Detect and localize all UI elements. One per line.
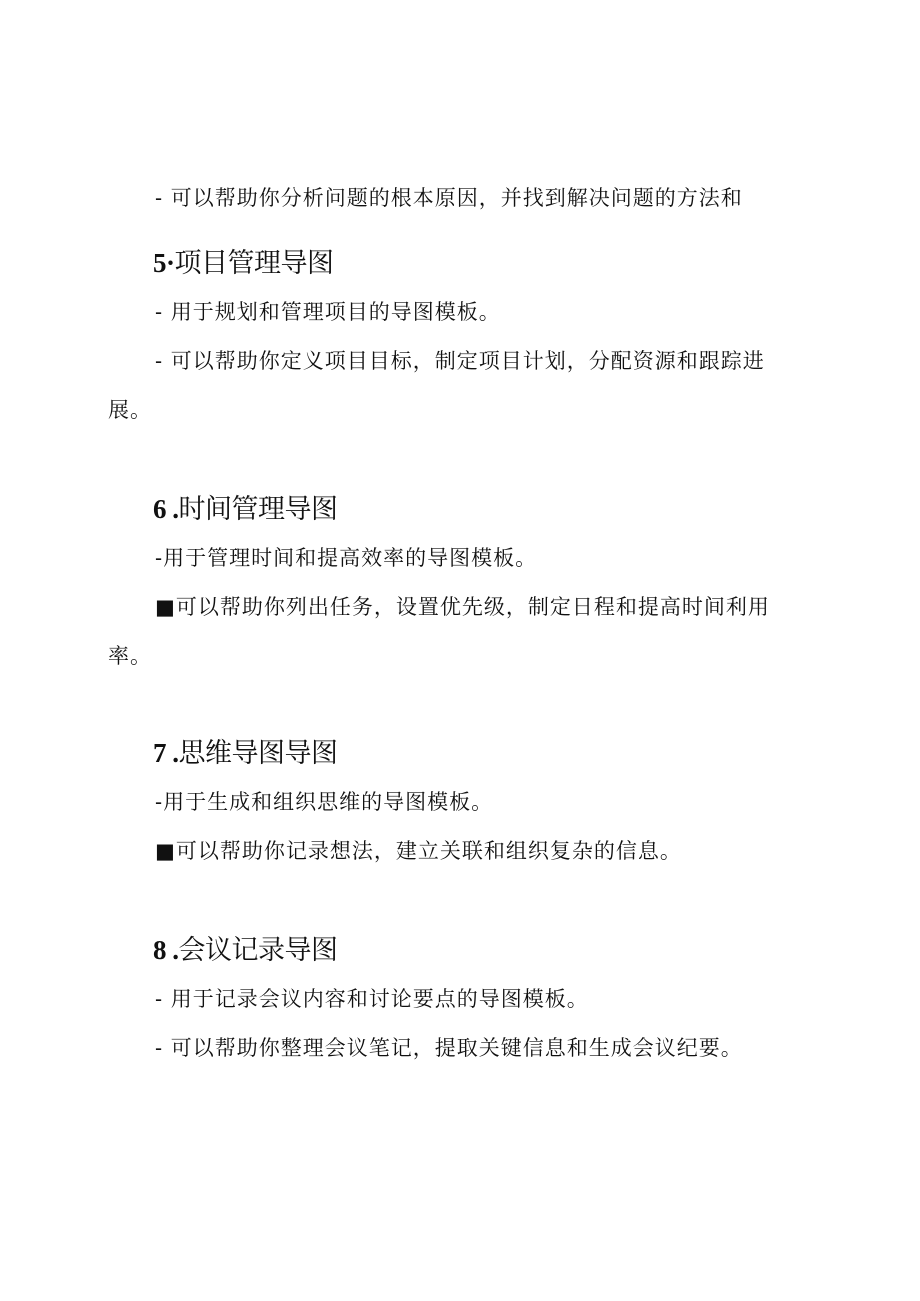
section-item-line-wrap: 展。: [108, 398, 152, 422]
section-number: 7: [153, 738, 166, 768]
section-item-line: - 可以帮助你定义项目目标，制定项目计划，分配资源和跟踪进: [155, 349, 765, 373]
section-item-line: ■可以帮助你列出任务，设置优先级，制定日程和提高时间利用: [155, 595, 770, 619]
section-title: 时间管理导图: [178, 494, 338, 525]
section-item-line: - 可以帮助你整理会议笔记，提取关键信息和生成会议纪要。: [155, 1036, 743, 1060]
section-number: 5: [153, 248, 166, 278]
section-separator: .: [166, 738, 179, 768]
section-item-line: - 用于记录会议内容和讨论要点的导图模板。: [155, 987, 589, 1011]
section-item-line: - 用于规划和管理项目的导图模板。: [155, 300, 501, 324]
section-separator: ·: [166, 248, 175, 278]
section-item-line: -用于管理时间和提高效率的导图模板。: [155, 546, 538, 570]
section-heading-meeting-notes: [153, 932, 338, 969]
section-title: 项目管理导图: [174, 248, 334, 279]
section-item-line-wrap: 率。: [108, 644, 152, 668]
section-separator: .: [166, 935, 179, 965]
section-heading-time-management: [153, 491, 338, 528]
section-title: 思维导图导图: [178, 738, 338, 769]
section-separator: .: [166, 494, 179, 524]
section-heading-project-management: [153, 245, 334, 282]
section-number: 8: [153, 935, 166, 965]
section-title: 会议记录导图: [178, 935, 338, 966]
section-item-line: -用于生成和组织思维的导图模板。: [155, 790, 494, 814]
section-heading-mind-map: [153, 735, 338, 772]
section-item-line: ■可以帮助你记录想法，建立关联和组织复杂的信息。: [155, 839, 682, 863]
section-number: 6: [153, 494, 166, 524]
intro-text-line: - 可以帮助你分析问题的根本原因，并找到解决问题的方法和: [155, 186, 743, 210]
